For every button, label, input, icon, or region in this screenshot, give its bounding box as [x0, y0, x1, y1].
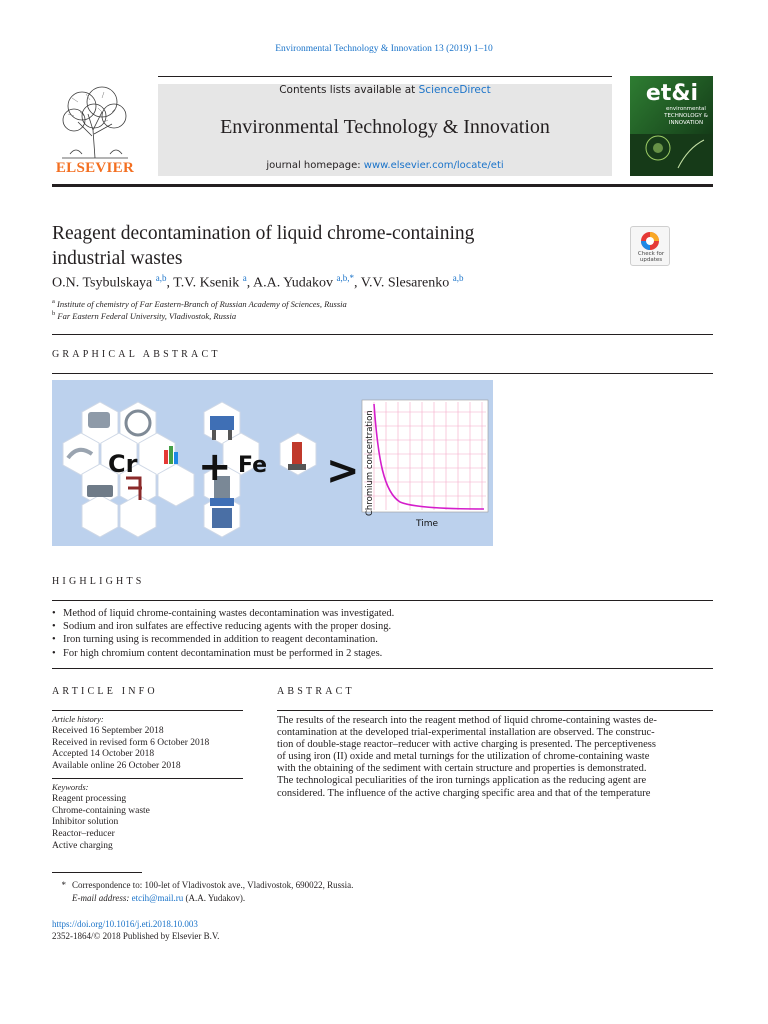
- keyword: Chrome-containing waste: [52, 805, 150, 816]
- homepage-line: [158, 160, 612, 171]
- abstract-heading: ABSTRACT: [277, 686, 355, 697]
- cover-subtitle-3: INNOVATION: [668, 120, 704, 126]
- affiliation-b-sup: b: [52, 310, 56, 317]
- history-entry: Received 16 September 2018: [52, 725, 164, 736]
- affiliation-b-text: Far Eastern Federal University, Vladivostok, Russia: [57, 310, 237, 321]
- abstract-line: considered. The influence of the active charging specific area and that of the temperature: [277, 787, 651, 799]
- abstract-rule: [277, 710, 713, 711]
- cr-label: Cr: [108, 450, 138, 478]
- journal-title: Environmental Technology & Innovation: [220, 116, 550, 138]
- x-axis-label: Time: [416, 519, 439, 529]
- affiliation-b: [52, 310, 236, 321]
- header-bottom-rule: [52, 184, 713, 187]
- author-separator: ,: [166, 275, 174, 291]
- author[interactable]: T.V. Ksenik: [173, 275, 240, 291]
- article-history: [52, 714, 243, 773]
- cover-subtitle-2: TECHNOLOGY &: [664, 113, 708, 119]
- abstract-line: The results of the research into the reagent method of liquid chrome-containing wastes de-: [277, 715, 657, 726]
- contents-prefix: Contents lists available at: [279, 84, 419, 96]
- highlight-item: • Iron turning using is recommended in addition to reagent decontamination.: [52, 633, 713, 646]
- keyword: Inhibitor solution: [52, 817, 119, 828]
- fe-label: Fe: [238, 453, 268, 478]
- author-separator: ,: [246, 275, 253, 291]
- author-affiliation-sup[interactable]: a,b,*: [336, 273, 354, 283]
- abstract-line: contamination at the developed trial-experimental installation are observed. The construc-: [277, 727, 655, 739]
- graphical-abstract-rule: [52, 373, 713, 374]
- title-line-2: industrial wastes: [52, 248, 183, 269]
- history-entry: Accepted 14 October 2018: [52, 749, 155, 760]
- article-history-label: Article history:: [52, 714, 104, 724]
- correspondence-text: Correspondence to: 100-let of Vladivostok ave., Vladivostok, 690022, Russia.: [72, 880, 354, 890]
- highlights-rule-bottom: [52, 668, 713, 669]
- history-rule: [52, 778, 243, 779]
- article-info-heading: ARTICLE INFO: [52, 686, 158, 697]
- highlight-item: • Method of liquid chrome-containing wastes decontamination was investigated.: [52, 607, 713, 620]
- author[interactable]: A.A. Yudakov: [252, 275, 333, 291]
- cover-subtitle-1: environmental: [666, 106, 706, 112]
- highlights-list: [52, 607, 713, 660]
- homepage-link[interactable]: www.elsevier.com/locate/eti: [363, 160, 504, 171]
- highlight-item: • Sodium and iron sulfates are effective reducing agents with the proper dosing.: [52, 620, 713, 633]
- footnote-star: *: [61, 880, 66, 890]
- elsevier-wordmark: ELSEVIER: [55, 160, 135, 176]
- abstract-line: with the obtaining of the sediment with certain structure and properties is demonstrated.: [277, 763, 647, 775]
- keywords-label: Keywords:: [52, 782, 89, 792]
- author-affiliation-sup[interactable]: a,b: [155, 273, 167, 283]
- email-note: [72, 893, 245, 903]
- author-affiliation-sup[interactable]: a: [242, 273, 247, 283]
- chromium-concentration-chart: [362, 400, 488, 529]
- history-entry: Available online 26 October 2018: [52, 761, 181, 772]
- sciencedirect-link[interactable]: ScienceDirect: [418, 84, 491, 96]
- email-label: E-mail address:: [72, 893, 130, 903]
- doi-link[interactable]: https://doi.org/10.1016/j.eti.2018.10.003: [52, 919, 198, 929]
- abstract-text: [277, 715, 713, 800]
- check-for-updates-badge[interactable]: [630, 226, 670, 266]
- header-top-rule: [158, 76, 612, 77]
- author-affiliation-sup[interactable]: a,b: [452, 273, 464, 283]
- keyword: Active charging: [52, 840, 113, 851]
- keywords-block: [52, 782, 243, 853]
- graphical-abstract-image: [52, 380, 493, 546]
- copyright-line: 2352-1864/© 2018 Published by Elsevier B.V.: [52, 931, 220, 941]
- check-for-updates-label: Check for updates: [637, 251, 665, 263]
- journal-reference[interactable]: Environmental Technology & Innovation 13 (2019) 1–10: [275, 44, 493, 54]
- abstract-line: of using iron (II) oxide and metal turnings for the utilization of chrome-containing waste: [277, 751, 650, 763]
- correspondence-note: [52, 880, 353, 890]
- contents-line: [158, 84, 612, 96]
- highlights-rule-top: [52, 600, 713, 601]
- author-list: [52, 273, 652, 292]
- greater-than-label: >: [326, 448, 360, 494]
- article-title: [52, 221, 612, 271]
- email-suffix: (A.A. Yudakov).: [183, 893, 246, 903]
- affiliation-a-sup: a: [52, 298, 55, 305]
- cover-logo: et&i: [645, 81, 699, 106]
- plus-label: +: [198, 444, 232, 490]
- footnote-rule: [52, 872, 142, 873]
- graphical-abstract-heading: GRAPHICAL ABSTRACT: [52, 349, 221, 360]
- author-separator: ,: [353, 275, 361, 291]
- homepage-prefix: journal homepage:: [266, 160, 364, 171]
- author[interactable]: V.V. Slesarenko: [360, 275, 450, 291]
- affiliation-a: [52, 298, 347, 309]
- article-info-rule: [52, 710, 243, 711]
- title-line-1: Reagent decontamination of liquid chrome-containing: [52, 223, 475, 244]
- keyword: Reactor–reducer: [52, 829, 115, 840]
- abstract-line: tion of double-stage reactor–reducer with active charging is presented. The perceptiveness: [277, 739, 656, 751]
- journal-cover-thumbnail[interactable]: [630, 76, 713, 176]
- highlights-heading: HIGHLIGHTS: [52, 576, 145, 587]
- highlight-item: • For high chromium content decontamination must be performed in 2 stages.: [52, 647, 713, 660]
- affiliation-rule: [52, 334, 713, 335]
- email-link[interactable]: etcih@mail.ru: [131, 893, 184, 903]
- affiliation-a-text: Institute of chemistry of Far Eastern-Branch of Russian Academy of Sciences, Russia: [57, 298, 347, 309]
- y-axis-label: Chromium concentration: [365, 410, 375, 516]
- history-entry: Received in revised form 6 October 2018: [52, 737, 210, 748]
- keyword: Reagent processing: [52, 793, 127, 804]
- abstract-line: The technological peculiarities of the iron turnings application as the reducing agent are: [277, 775, 647, 787]
- author[interactable]: O.N. Tsybulskaya: [52, 275, 153, 291]
